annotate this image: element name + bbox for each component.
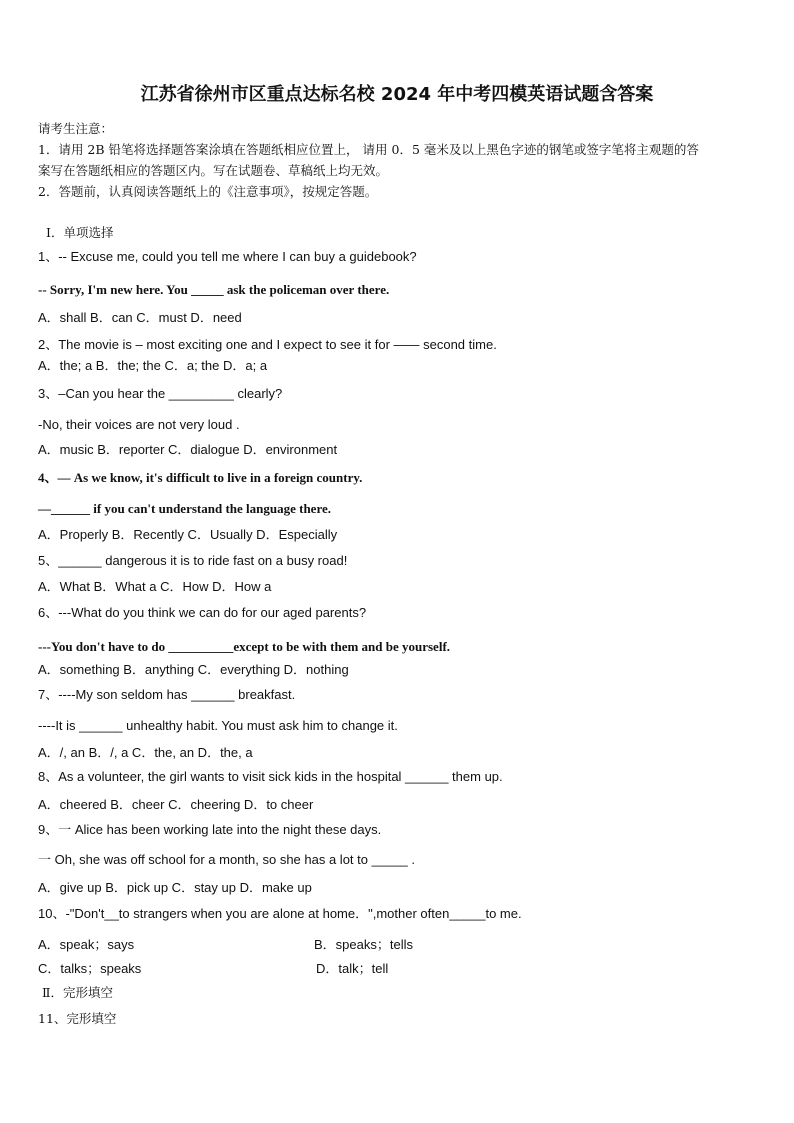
question-10-option-a: A．speak；says bbox=[38, 937, 135, 952]
question-10-option-b: B．speaks；tells bbox=[314, 937, 413, 952]
question-7-options: A．/, an B．/, a C．the, an D．the, a bbox=[38, 745, 253, 760]
question-7-stem: 7、----My son seldom has ______ breakfast. bbox=[38, 687, 296, 702]
question-2-options: A．the; a B．the; the C．a; the D．a; a bbox=[38, 358, 268, 373]
question-4-reply: —______ if you can't understand the language there. bbox=[38, 501, 331, 516]
question-9-stem: 9、一 Alice has been working late into the night these days. bbox=[38, 822, 382, 837]
question-2-stem: 2、The movie is – most exciting one and I expect to see it for —— second time. bbox=[38, 337, 497, 352]
question-1-stem: 1、-- Excuse me, could you tell me where I can buy a guidebook? bbox=[38, 249, 417, 264]
question-10-option-d: D．talk；tell bbox=[316, 961, 389, 976]
question-1-reply: -- Sorry, I'm new here. You _____ ask the policeman over there. bbox=[38, 282, 390, 297]
question-6-stem: 6、---What do you think we can do for our aged parents? bbox=[38, 605, 367, 620]
question-10-stem: 10、-"Don't__to strangers when you are alone at home．",mother often_____to me. bbox=[38, 906, 522, 921]
notice-item-1: 1．请用 2B 铅笔将选择题答案涂填在答题纸相应位置上， 请用 0．5 毫米及以上黑色字迹的钢笔或签字笔将主观题的答 bbox=[38, 142, 699, 157]
question-7-reply: ----It is ______ unhealthy habit. You must ask him to change it. bbox=[38, 718, 398, 733]
question-5-options: A．What B．What a C．How D．How a bbox=[38, 579, 272, 594]
notice-item-2: 2．答题前，认真阅读答题纸上的《注意事项》，按规定答题。 bbox=[38, 184, 378, 199]
question-3-reply: -No, their voices are not very loud . bbox=[38, 417, 240, 432]
question-4-stem: 4、— As we know, it's difficult to live in a foreign country. bbox=[38, 470, 363, 485]
page-title: 江苏省徐州市区重点达标名校 2024 年中考四模英语试题含答案 bbox=[140, 84, 654, 105]
question-9-options: A．give up B．pick up C．stay up D．make up bbox=[38, 880, 312, 895]
notice-heading: 请考生注意： bbox=[38, 121, 114, 136]
section-heading-1: Ⅰ．单项选择 bbox=[46, 225, 114, 240]
question-4-options: A．Properly B．Recently C．Usually D．Especially bbox=[38, 527, 338, 542]
section-heading-2: Ⅱ．完形填空 bbox=[42, 985, 113, 1000]
question-8-stem: 8、As a volunteer, the girl wants to visit sick kids in the hospital ______ them up. bbox=[38, 769, 503, 784]
question-11-heading: 11、完形填空 bbox=[38, 1011, 117, 1026]
question-6-reply: ---You don't have to do __________except to be with them and be yourself. bbox=[38, 639, 451, 654]
question-6-options: A．something B．anything C．everything D．nothing bbox=[38, 662, 349, 677]
question-5-stem: 5、______ dangerous it is to ride fast on a busy road! bbox=[38, 553, 348, 568]
question-9-reply: 一 Oh, she was off school for a month, so she has a lot to _____ . bbox=[38, 852, 415, 867]
question-3-stem: 3、–Can you hear the _________ clearly? bbox=[38, 386, 283, 401]
question-8-options: A．cheered B．cheer C．cheering D．to cheer bbox=[38, 797, 314, 812]
question-10-option-c: C．talks；speaks bbox=[38, 961, 142, 976]
question-1-options: A．shall B．can C．must D．need bbox=[38, 310, 242, 325]
question-3-options: A．music B．reporter C．dialogue D．environment bbox=[38, 442, 338, 457]
notice-item-1-cont: 案写在答题纸相应的答题区内。写在试题卷、草稿纸上均无效。 bbox=[38, 163, 389, 178]
